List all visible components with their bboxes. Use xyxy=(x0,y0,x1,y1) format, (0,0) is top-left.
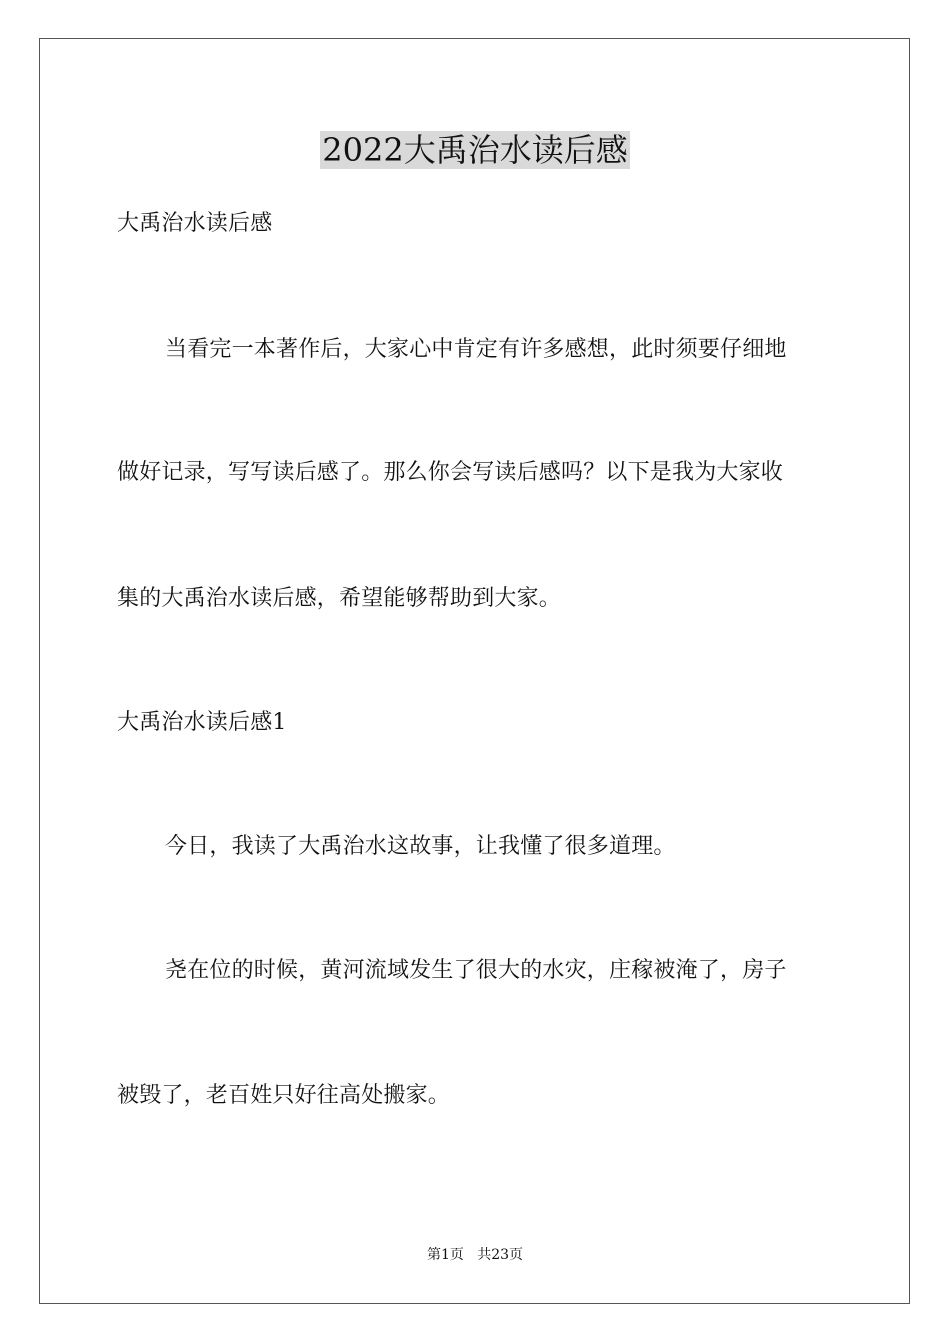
page-footer: 第1页 共23页 xyxy=(426,1247,524,1263)
document-title xyxy=(0,126,950,174)
paragraph-line: 今日，我读了大禹治水这故事，让我懂了很多道理。 xyxy=(165,834,676,859)
paragraph-line: 被毁了，老百姓只好往高处搬家。 xyxy=(117,1083,451,1108)
paragraph-line: 当看完一本著作后，大家心中肯定有许多感想，此时须要仔细地 xyxy=(165,337,787,362)
subtitle-line: 大禹治水读后感 xyxy=(117,211,273,236)
section-heading: 大禹治水读后感1 xyxy=(117,710,287,735)
document-title-text: 2022大禹治水读后感 xyxy=(322,131,628,169)
paragraph-line: 尧在位的时候，黄河流域发生了很大的水灾，庄稼被淹了，房子 xyxy=(165,958,787,983)
paragraph-line: 集的大禹治水读后感，希望能够帮助到大家。 xyxy=(117,586,562,611)
paragraph-line: 做好记录，写写读后感了。那么你会写读后感吗？以下是我为大家收 xyxy=(117,460,784,485)
